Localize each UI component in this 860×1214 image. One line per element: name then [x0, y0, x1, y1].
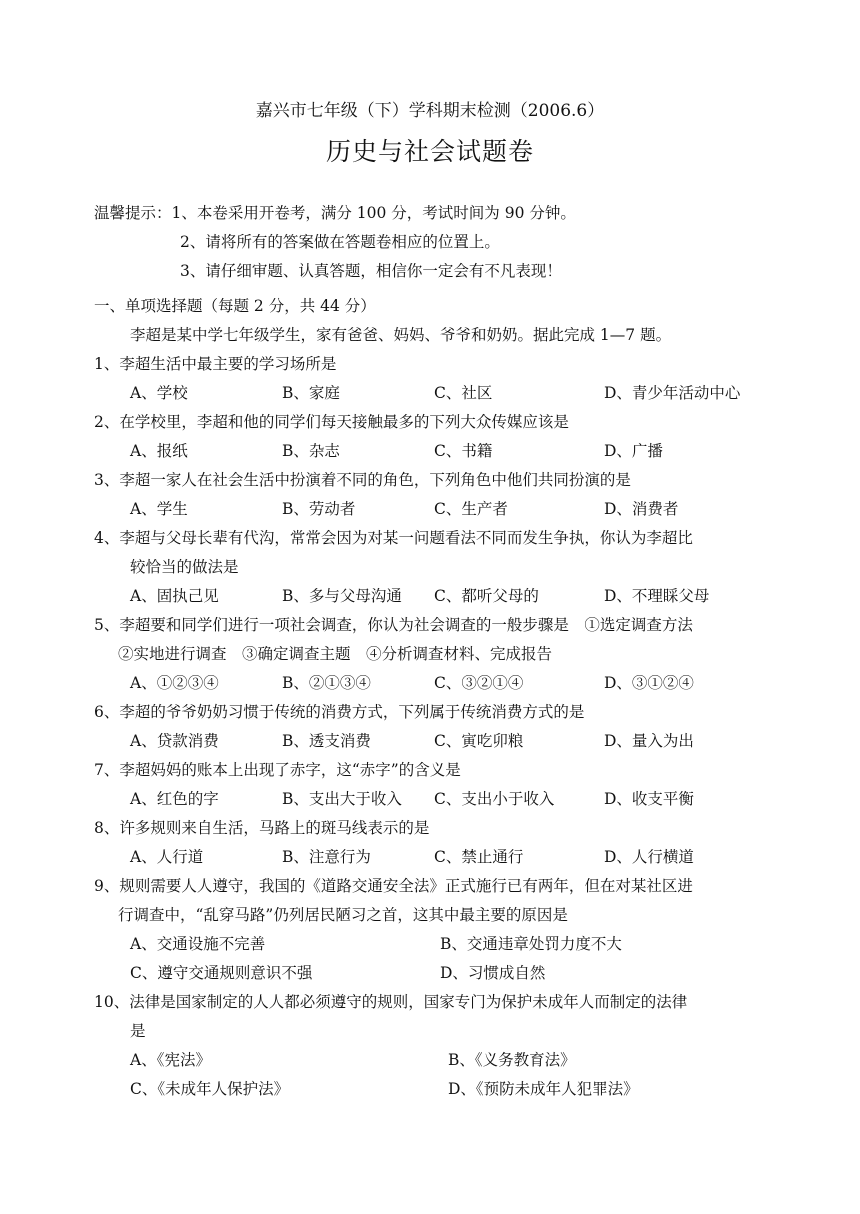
tip-2: 2、请将所有的答案做在答题卷相应的位置上。 — [180, 233, 500, 251]
question-5-options — [94, 673, 784, 702]
option-b: B、交通违章处罚力度不大 — [440, 935, 622, 953]
tips-block — [94, 203, 784, 290]
question-9-options-row1 — [94, 934, 784, 963]
option-b: B、支出大于收入 — [282, 790, 402, 808]
option-a: A、人行道 — [130, 848, 204, 866]
option-a: A、学生 — [130, 500, 188, 518]
option-c: C、遵守交通规则意识不强 — [130, 964, 313, 982]
question-7-stem: 7、李超妈妈的账本上出现了赤字，这“赤字”的含义是 — [94, 761, 461, 779]
question-9-stem-cont: 行调查中，“乱穿马路”仍列居民陋习之首，这其中最主要的原因是 — [118, 906, 568, 924]
option-d: D、量入为出 — [604, 732, 694, 750]
option-d: D、青少年活动中心 — [604, 384, 741, 402]
section-heading: 一、单项选择题（每题 2 分，共 44 分） — [94, 297, 376, 315]
option-d: D、消费者 — [604, 500, 679, 518]
option-d: D、不理睬父母 — [604, 587, 710, 605]
question-4-stem-cont: 较恰当的做法是 — [130, 558, 239, 576]
section-intro: 李超是某中学七年级学生，家有爸爸、妈妈、爷爷和奶奶。据此完成 1—7 题。 — [130, 326, 672, 344]
option-c: C、都听父母的 — [434, 587, 539, 605]
question-4-stem: 4、李超与父母长辈有代沟，常常会因为对某一问题看法不同而发生争执，你认为李超比 — [94, 529, 693, 547]
exam-title: 嘉兴市七年级（下）学科期末检测（2006.6） — [255, 101, 605, 121]
paper-title: 历史与社会试题卷 — [325, 137, 534, 166]
option-a: A、①②③④ — [130, 674, 219, 692]
question-9-options-row2 — [94, 963, 784, 992]
question-1-stem: 1、李超生活中最主要的学习场所是 — [94, 355, 337, 373]
option-d: D、收支平衡 — [604, 790, 694, 808]
option-d: D、习惯成自然 — [440, 964, 546, 982]
option-d: D、广播 — [604, 442, 663, 460]
option-a: A、学校 — [130, 384, 188, 402]
option-a: A、固执己见 — [130, 587, 219, 605]
question-6-stem: 6、李超的爷爷奶奶习惯于传统的消费方式，下列属于传统消费方式的是 — [94, 703, 585, 721]
question-8-options — [94, 847, 784, 876]
question-1-options — [94, 383, 784, 412]
option-a: A、红色的字 — [130, 790, 219, 808]
option-d: D、③①②④ — [604, 674, 694, 692]
option-c: C、社区 — [434, 384, 493, 402]
option-b: B、杂志 — [282, 442, 340, 460]
option-b: B、劳动者 — [282, 500, 356, 518]
question-5-stem: 5、李超要和同学们进行一项社会调查，你认为社会调查的一般步骤是 ①选定调查方法 — [94, 616, 693, 634]
tip-1: 温馨提示：1、本卷采用开卷考，满分 100 分，考试时间为 90 分钟。 — [94, 204, 576, 222]
option-c: C、书籍 — [434, 442, 493, 460]
question-2-options — [94, 441, 784, 470]
question-7-options — [94, 789, 784, 818]
question-10-stem-cont: 是 — [130, 1022, 146, 1040]
option-b: B、注意行为 — [282, 848, 371, 866]
question-10-options-row1 — [94, 1050, 784, 1079]
option-b: B、《义务教育法》 — [448, 1051, 576, 1069]
question-10-stem: 10、法律是国家制定的人人都必须遵守的规则，国家专门为保护未成年人而制定的法律 — [94, 993, 688, 1011]
question-5-stem-cont: ②实地进行调查 ③确定调查主题 ④分析调查材料、完成报告 — [118, 645, 553, 663]
option-c: C、禁止通行 — [434, 848, 524, 866]
option-b: B、家庭 — [282, 384, 340, 402]
option-a: A、贷款消费 — [130, 732, 219, 750]
question-3-stem: 3、李超一家人在社会生活中扮演着不同的角色，下列角色中他们共同扮演的是 — [94, 471, 631, 489]
option-d: D、《预防未成年人犯罪法》 — [448, 1080, 639, 1098]
option-c: C、生产者 — [434, 500, 508, 518]
question-4-options — [94, 586, 784, 615]
option-b: B、②①③④ — [282, 674, 371, 692]
option-d: D、人行横道 — [604, 848, 694, 866]
option-a: A、报纸 — [130, 442, 188, 460]
question-10-options-row2 — [94, 1079, 784, 1108]
question-6-options — [94, 731, 784, 760]
option-b: B、透支消费 — [282, 732, 371, 750]
option-c: C、③②①④ — [434, 674, 524, 692]
option-c: C、寅吃卯粮 — [434, 732, 524, 750]
question-8-stem: 8、许多规则来自生活，马路上的斑马线表示的是 — [94, 819, 430, 837]
option-b: B、多与父母沟通 — [282, 587, 402, 605]
option-a: A、《宪法》 — [130, 1051, 211, 1069]
question-3-options — [94, 499, 784, 528]
question-9-stem: 9、规则需要人人遵守，我国的《道路交通安全法》正式施行已有两年，但在对某社区进 — [94, 877, 693, 895]
option-c: C、支出小于收入 — [434, 790, 555, 808]
option-a: A、交通设施不完善 — [130, 935, 266, 953]
question-2-stem: 2、在学校里，李超和他的同学们每天接触最多的下列大众传媒应该是 — [94, 413, 569, 431]
option-c: C、《未成年人保护法》 — [130, 1080, 290, 1098]
tip-3: 3、请仔细审题、认真答题，相信你一定会有不凡表现！ — [180, 262, 562, 280]
section-1 — [94, 296, 784, 1108]
